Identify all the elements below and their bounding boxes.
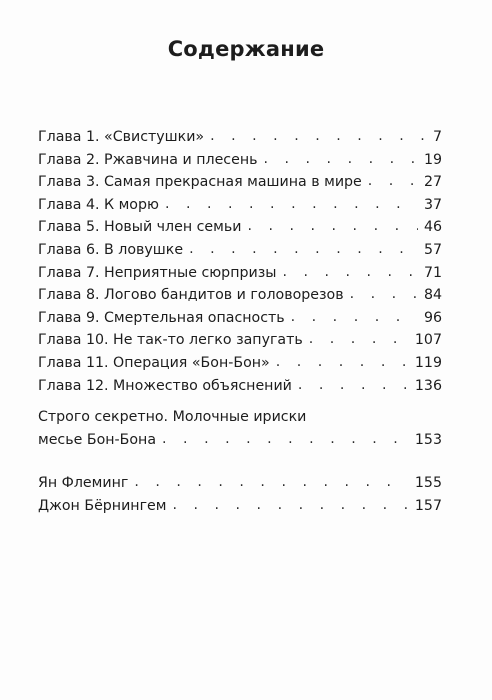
toc-entry-title: Глава 8. Логово бандитов и головорезов bbox=[38, 287, 344, 304]
dot-leader bbox=[189, 241, 418, 257]
toc-entry-page: 37 bbox=[423, 196, 442, 213]
toc-entry-title: Глава 5. Новый член семьи bbox=[38, 219, 242, 236]
toc-entry bbox=[38, 152, 442, 175]
toc-entry bbox=[38, 475, 442, 498]
appendix-title-line: Строго секретно. Молочные ириски bbox=[38, 409, 307, 425]
dot-leader bbox=[368, 173, 418, 189]
toc-entry-title: Глава 11. Операция «Бон-Бон» bbox=[38, 354, 270, 371]
toc-entry-page: 153 bbox=[414, 431, 442, 448]
toc-entry-page: 136 bbox=[414, 377, 442, 394]
toc-entry-title: Глава 2. Ржавчина и плесень bbox=[38, 151, 258, 168]
dot-leader bbox=[247, 218, 417, 234]
dot-leader bbox=[210, 128, 427, 144]
toc-entry-page: 27 bbox=[423, 174, 442, 191]
toc-entry-title: Глава 10. Не так-то легко запугать bbox=[38, 332, 303, 349]
dot-leader bbox=[276, 354, 409, 370]
toc-entry-page: 57 bbox=[423, 241, 442, 258]
toc-entry-page: 71 bbox=[423, 264, 442, 281]
toc-entry bbox=[38, 174, 442, 197]
toc-entry bbox=[38, 355, 442, 378]
toc-entry-title: Джон Бёрнингем bbox=[38, 497, 167, 514]
toc-entry bbox=[38, 310, 442, 333]
dot-leader bbox=[309, 331, 409, 347]
toc-entry bbox=[38, 129, 442, 152]
dot-leader bbox=[298, 377, 409, 393]
toc-entry bbox=[38, 332, 442, 355]
toc-entry-title: месье Бон-Бона bbox=[38, 431, 157, 448]
toc-entry bbox=[38, 287, 442, 310]
toc-entry bbox=[38, 498, 442, 521]
toc-entry bbox=[38, 242, 442, 265]
appendix-entry bbox=[38, 409, 442, 454]
dot-leader bbox=[263, 151, 417, 167]
toc-entry-title: Глава 12. Множество объяснений bbox=[38, 377, 292, 394]
toc-entry bbox=[38, 432, 442, 455]
toc-entry-title: Глава 7. Неприятные сюрпризы bbox=[38, 264, 277, 281]
toc-entry-title: Глава 1. «Свистушки» bbox=[38, 129, 205, 145]
toc-entry bbox=[38, 219, 442, 242]
toc-entry-title: Глава 3. Самая прекрасная машина в мире bbox=[38, 174, 362, 191]
toc-entry-title: Глава 6. В ловушке bbox=[38, 241, 184, 258]
toc-entry-title: Ян Флеминг bbox=[38, 475, 129, 491]
dot-leader bbox=[350, 286, 418, 302]
toc-entry-page: 7 bbox=[432, 129, 442, 145]
dot-leader bbox=[172, 497, 408, 513]
toc-entry-page: 155 bbox=[414, 475, 442, 491]
toc-entry-page: 157 bbox=[414, 497, 442, 514]
toc-entry bbox=[38, 265, 442, 288]
chapter-list bbox=[38, 129, 442, 400]
about-authors-list bbox=[38, 475, 442, 520]
toc-entry bbox=[38, 197, 442, 220]
toc-entry-page: 19 bbox=[423, 151, 442, 168]
dot-leader bbox=[165, 196, 418, 212]
dot-leader bbox=[291, 309, 418, 325]
dot-leader bbox=[282, 264, 418, 280]
dot-leader bbox=[162, 431, 409, 447]
toc-entry-page: 46 bbox=[423, 219, 442, 236]
toc-entry-page: 119 bbox=[414, 354, 442, 371]
toc-entry-page: 107 bbox=[414, 332, 442, 349]
toc-entry bbox=[38, 378, 442, 401]
toc-entry-page: 96 bbox=[423, 309, 442, 326]
toc-entry-title: Глава 9. Смертельная опасность bbox=[38, 309, 285, 326]
toc-entry-title: Глава 4. К морю bbox=[38, 196, 159, 213]
dot-leader bbox=[134, 474, 409, 490]
page-title: Содержание bbox=[167, 37, 325, 61]
toc-entry-page: 84 bbox=[423, 287, 442, 304]
